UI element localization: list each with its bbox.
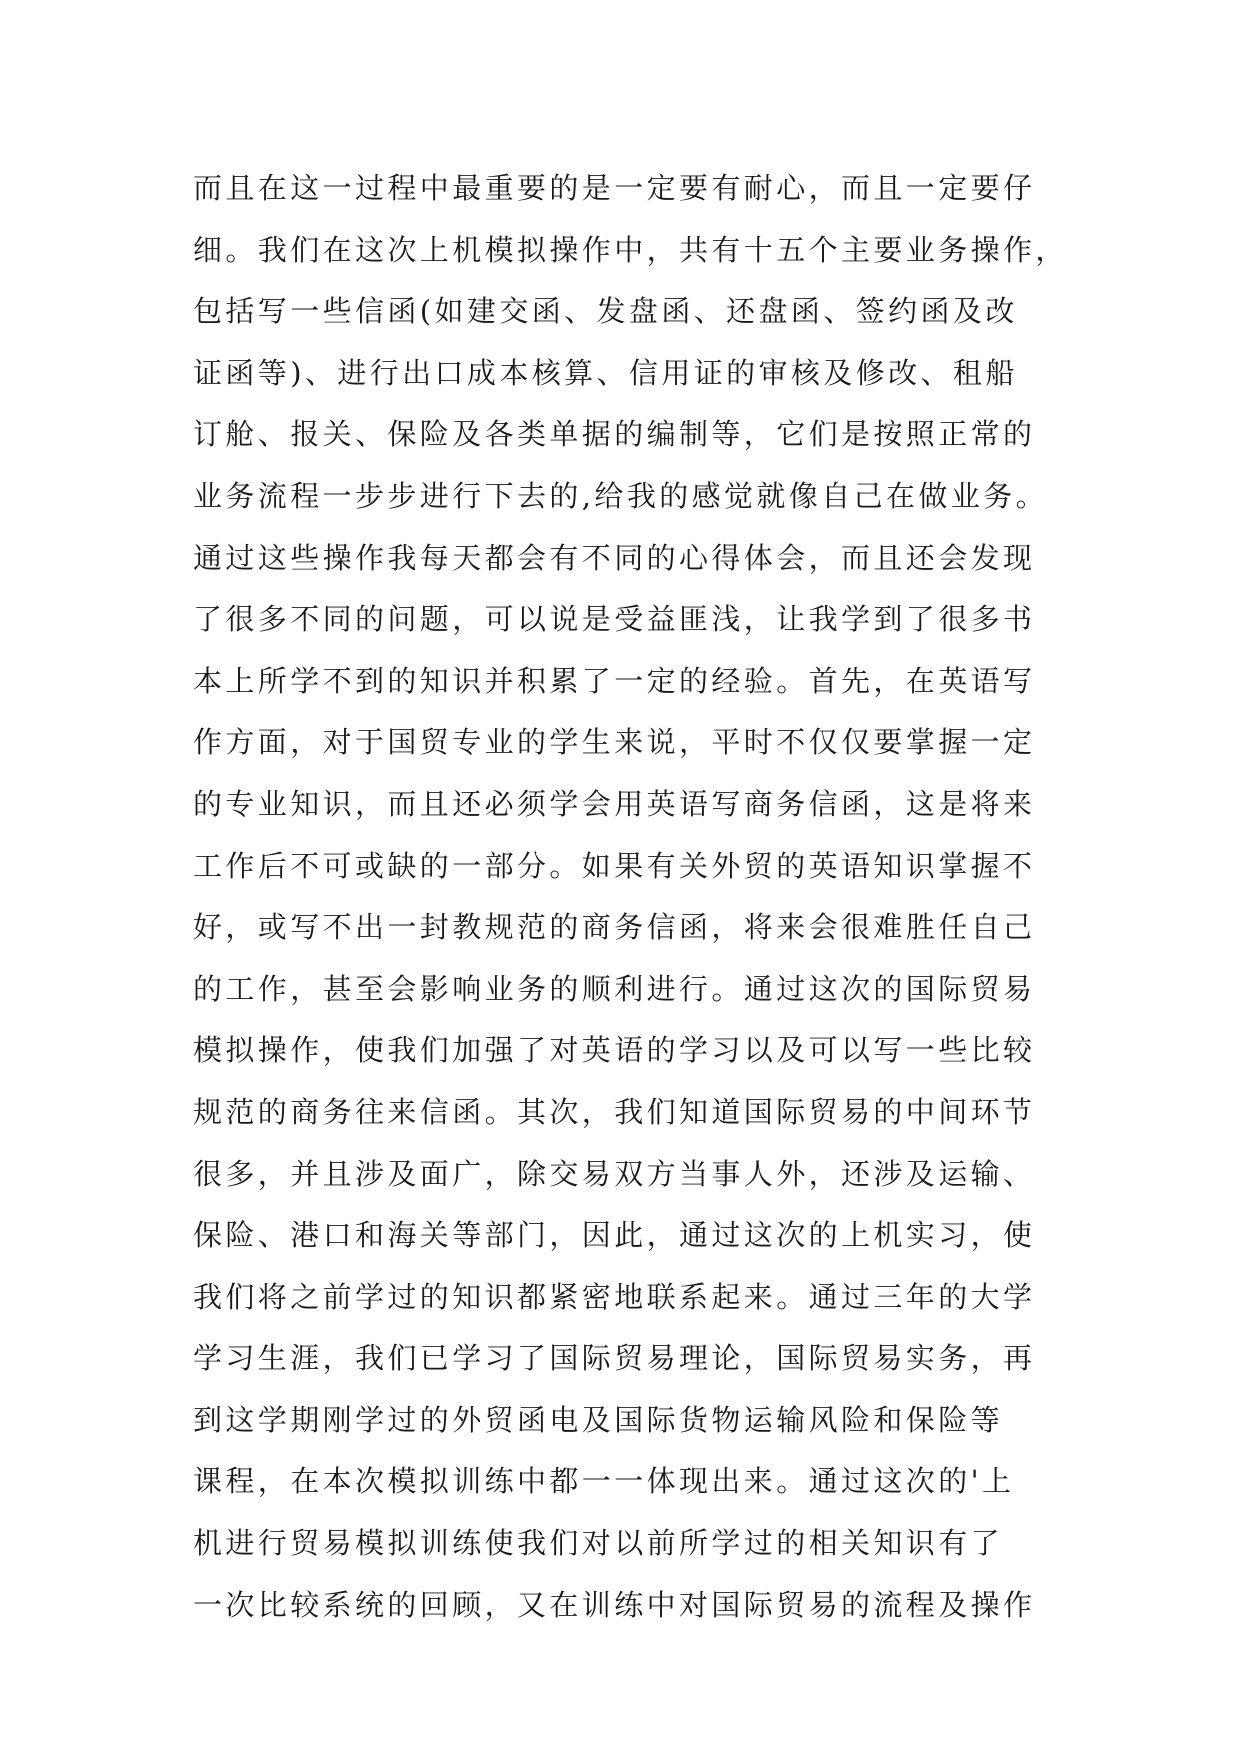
text-line: 细。我们在这次上机模拟操作中，共有十五个主要业务操作， xyxy=(193,232,1068,267)
text-line: 很多，并且涉及面广，除交易双方当事人外，还涉及运输、 xyxy=(193,1156,1036,1191)
text-line: 规范的商务往来信函。其次，我们知道国际贸易的中间环节 xyxy=(193,1094,1036,1129)
text-line: 学习生涯，我们已学习了国际贸易理论，国际贸易实务，再 xyxy=(193,1341,1036,1376)
text-line: 的专业知识，而且还必须学会用英语写商务信函，这是将来 xyxy=(193,786,1036,821)
text-line: 包括写一些信函(如建交函、发盘函、还盘函、签约函及改 xyxy=(193,294,1018,329)
text-line: 而且在这一过程中最重要的是一定要有耐心，而且一定要仔 xyxy=(193,171,1036,205)
text-line: 的工作，甚至会影响业务的顺利进行。通过这次的国际贸易 xyxy=(193,971,1036,1006)
text-line: 证函等)、进行出口成本核算、信用证的审核及修改、租船 xyxy=(193,355,1018,390)
text-line: 机进行贸易模拟训练使我们对以前所学过的相关知识有了 xyxy=(193,1526,1004,1561)
text-line: 模拟操作，使我们加强了对英语的学习以及可以写一些比较 xyxy=(193,1033,1036,1068)
text-line: 工作后不可或缺的一部分。如果有关外贸的英语知识掌握不 xyxy=(193,848,1036,883)
text-line: 好，或写不出一封教规范的商务信函，将来会很难胜任自己 xyxy=(193,910,1036,945)
text-line: 订舱、报关、保险及各类单据的编制等，它们是按照正常的 xyxy=(193,417,1036,452)
text-line: 保险、港口和海关等部门，因此，通过这次的上机实习，使 xyxy=(193,1218,1036,1253)
text-line: 作方面，对于国贸专业的学生来说，平时不仅仅要掌握一定 xyxy=(193,725,1036,760)
text-line: 了很多不同的问题，可以说是受益匪浅，让我学到了很多书 xyxy=(193,602,1036,637)
text-line: 到这学期刚学过的外贸函电及国际货物运输风险和保险等 xyxy=(193,1402,1004,1437)
text-line: 课程，在本次模拟训练中都一一体现出来。通过这次的'上 xyxy=(193,1464,1015,1499)
text-line: 我们将之前学过的知识都紧密地联系起来。通过三年的大学 xyxy=(193,1279,1036,1314)
body-paragraph xyxy=(193,158,1093,1636)
text-line: 本上所学不到的知识并积累了一定的经验。首先，在英语写 xyxy=(193,663,1036,698)
text-line: 一次比较系统的回顾，又在训练中对国际贸易的流程及操作 xyxy=(193,1587,1036,1622)
text-line: 通过这些操作我每天都会有不同的心得体会，而且还会发现 xyxy=(193,540,1036,575)
text-line: 业务流程一步步进行下去的,给我的感觉就像自己在做业务。 xyxy=(193,478,1049,513)
